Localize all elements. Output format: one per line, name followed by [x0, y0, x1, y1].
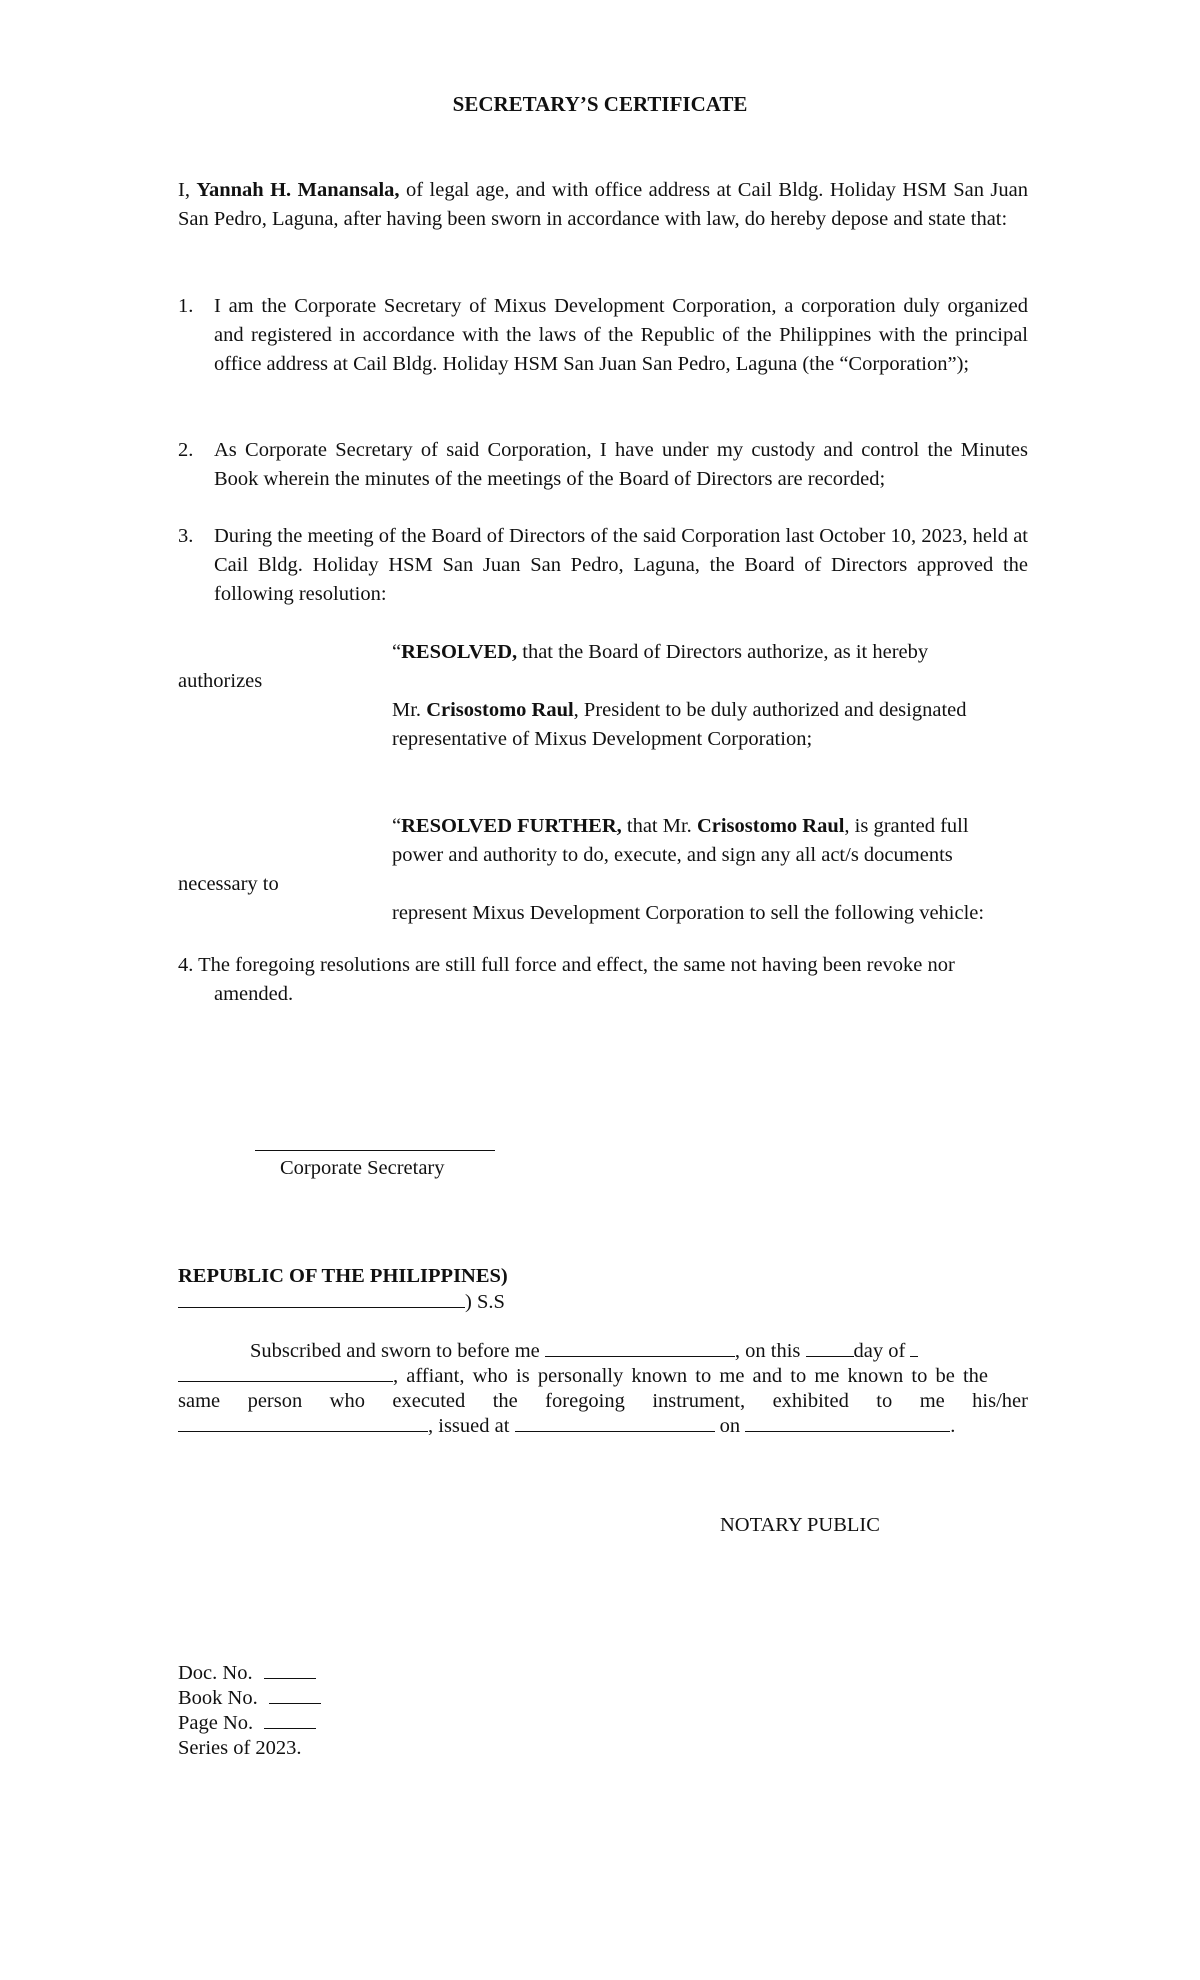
resolution-2-line-2: power and authority to do, execute, and sign any all act/s documents: [392, 844, 953, 866]
resolution-1-side-word: authorizes: [178, 670, 263, 692]
word: to: [876, 1390, 893, 1412]
word: the: [492, 1390, 518, 1412]
resolution-text: that Mr.: [621, 815, 697, 837]
resolution-text: that the Board of Directors authorize, as it hereby: [517, 641, 929, 663]
resolved-label: RESOLVED,: [401, 641, 518, 663]
item-text: I am the Corporate Secretary of Mixus Development Corporation, a corporation duly organized and registered in accordance with the laws of the Republic of the Philippines with the principal office address at Cail Bldg. Holiday HSM San Juan San Pedro, Laguna (the “Corporation”);: [214, 295, 1028, 375]
blank-line: [178, 1413, 428, 1432]
president-name: Crisostomo Raul: [426, 699, 574, 721]
notary-public-label: NOTARY PUBLIC: [720, 1514, 880, 1536]
word: instrument,: [652, 1390, 746, 1412]
period: .: [950, 1415, 956, 1437]
doc-no-label: Doc. No.: [178, 1662, 253, 1684]
resolution-2-line-3: represent Mixus Development Corporation to sell the following vehicle:: [392, 902, 985, 924]
intro-paragraph: [178, 176, 1028, 234]
word: person: [247, 1390, 303, 1412]
open-quote: “: [392, 815, 402, 837]
word: executed: [392, 1390, 466, 1412]
resolution-1-line-3: representative of Mixus Development Corporation;: [392, 728, 813, 750]
book-no-label: Book No.: [178, 1687, 258, 1709]
list-item: [178, 292, 1028, 379]
word: me: [919, 1390, 945, 1412]
on-this-text: , on this: [734, 1340, 801, 1362]
list-item: [178, 522, 1028, 609]
resolution-1-line-1: [392, 638, 928, 667]
blank-line: [178, 1289, 465, 1308]
resolution-text: , is granted full: [844, 815, 969, 837]
resolution-2-side-word: necessary to: [178, 873, 279, 895]
ss-label: ) S.S: [465, 1291, 505, 1313]
president-name: Crisostomo Raul: [696, 815, 845, 837]
word: who: [329, 1390, 365, 1412]
blank-line: [806, 1338, 854, 1357]
blank-line: [745, 1413, 950, 1432]
open-quote: “: [392, 641, 402, 663]
item-text: As Corporate Secretary of said Corporation, I have under my custody and control the Minutes Book wherein the minutes of the meetings of the Board of Directors are recorded;: [214, 439, 1028, 490]
item-number: 2.: [178, 439, 194, 461]
word: exhibited: [772, 1390, 849, 1412]
affiant-name: Yannah H. Manansala,: [196, 179, 400, 201]
resolution-text: , President to be duly authorized and designated: [573, 699, 967, 721]
day-of-text: day of: [853, 1340, 906, 1362]
word: same: [178, 1390, 221, 1412]
document-title: SECRETARY’S CERTIFICATE: [452, 92, 748, 116]
resolution-1-line-2: [392, 696, 967, 725]
item-4-line-2: amended.: [214, 983, 294, 1005]
intro-rest: of legal age, and with office address at Cail Bldg. Holiday HSM San Juan San Pedro, Laguna, after having been sworn in accordance with law, do hereby depose and state that:: [178, 179, 1028, 230]
affiant-text: , affiant, who is personally known to me and to me known to be the: [393, 1365, 989, 1387]
blank-line: [264, 1710, 316, 1729]
item-number: 3.: [178, 525, 194, 547]
issued-at-text: , issued at: [428, 1415, 510, 1437]
ss-line: [178, 1288, 505, 1317]
subscribed-text: Subscribed and sworn to before me: [250, 1340, 540, 1362]
list-item: [178, 436, 1028, 494]
intro-prefix: I,: [178, 179, 197, 201]
word: his/her: [972, 1390, 1028, 1412]
item-4-line-1: 4. The foregoing resolutions are still full force and effect, the same not having been revoke nor: [178, 954, 955, 976]
blank-line: [269, 1685, 321, 1704]
resolved-further-label: RESOLVED FURTHER,: [401, 815, 622, 837]
on-text: on: [719, 1415, 741, 1437]
item-number: 1.: [178, 295, 194, 317]
blank-line: [910, 1338, 918, 1357]
republic-heading: REPUBLIC OF THE PHILIPPINES): [178, 1265, 508, 1287]
title-prefix: Mr.: [392, 699, 427, 721]
signature-label: Corporate Secretary: [280, 1157, 445, 1179]
blank-line: [515, 1413, 715, 1432]
word: foregoing: [545, 1390, 625, 1412]
blank-line: [264, 1660, 316, 1679]
signature-line: [255, 1150, 495, 1151]
blank-line: [178, 1363, 393, 1382]
item-text: During the meeting of the Board of Directors of the said Corporation last October 10, 2023, held at Cail Bldg. Holiday HSM San Juan San Pedro, Laguna, the Board of Directors approved the following resolution:: [214, 525, 1028, 605]
blank-line: [545, 1338, 735, 1357]
resolution-2-line-1: [392, 812, 969, 841]
page-no-label: Page No.: [178, 1712, 254, 1734]
subscribed-line-4: [178, 1412, 955, 1441]
series-of: Series of 2023.: [178, 1737, 302, 1759]
